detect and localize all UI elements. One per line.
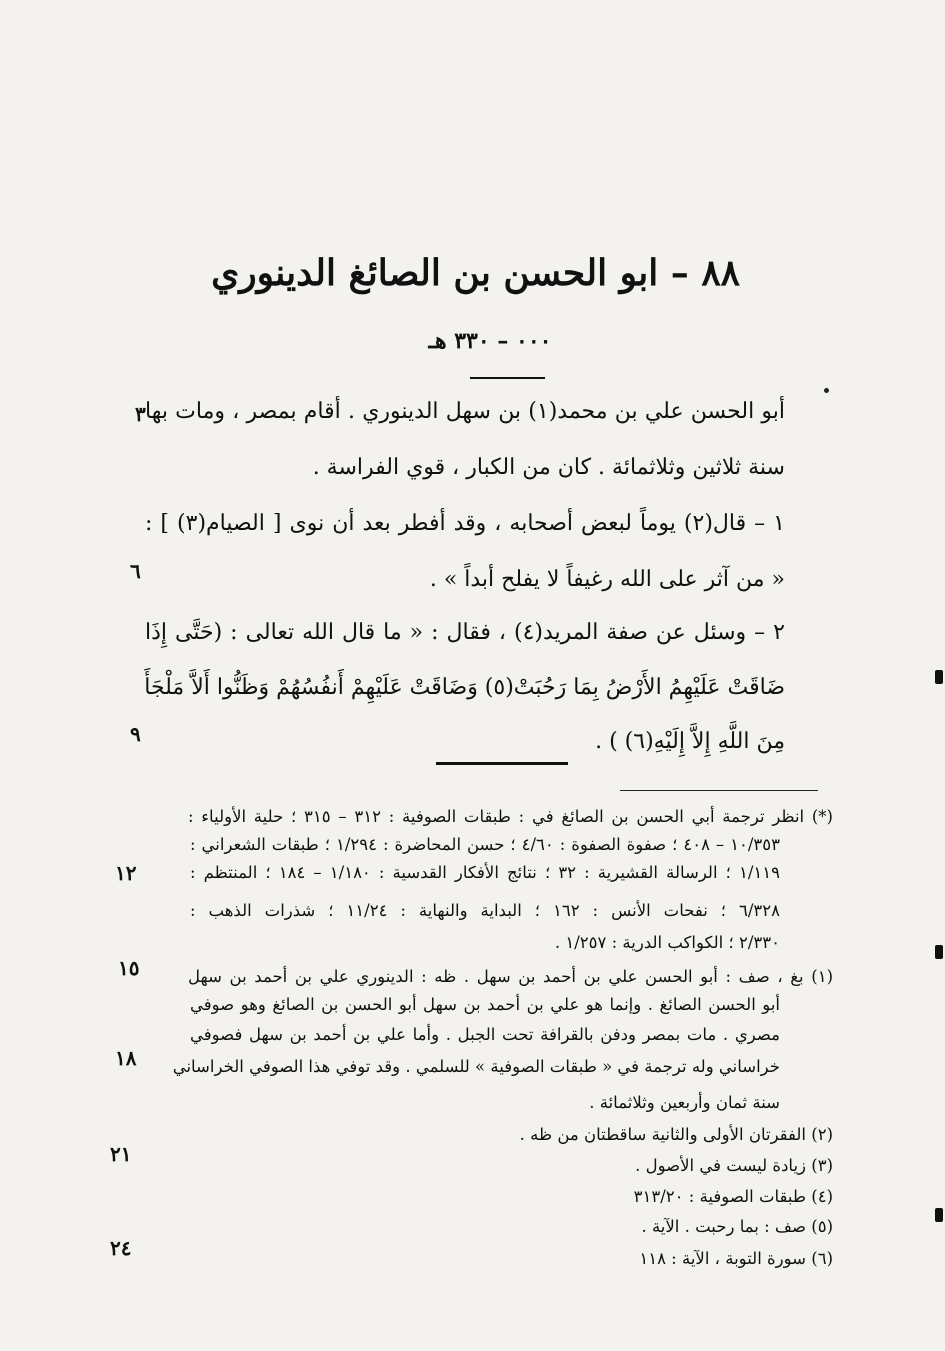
footnote-line: (٥) صف : بما رحبت . الآية . [641, 1217, 833, 1236]
footnote-line: ١٠/٣٥٣ – ٤٠٨ ؛ صفوة الصفوة : ٤/٦٠ ؛ حسن المحاضرة : ١/٢٩٤ ؛ طبقات الشعراني : [190, 835, 780, 854]
scan-edge-mark [935, 945, 943, 959]
body-line: سنة ثلاثين وثلاثمائة . كان من الكبار ، قوي الفراسة . [312, 455, 785, 480]
entry-dates: ٠٠٠ – ٣٣٠ هـ [428, 328, 552, 354]
line-number: ٩ [130, 722, 141, 746]
footnote-line: (١) بغ ، صف : أبو الحسن علي بن أحمد بن سهل . ظه : الدينوري علي بن أحمد بن سهل [188, 967, 833, 986]
line-number: ١٥ [118, 956, 140, 980]
scan-edge-mark [935, 670, 943, 684]
footnote-line: ٦/٣٢٨ ؛ نفحات الأنس : ١٦٢ ؛ البداية والنهاية : ١١/٢٤ ؛ شذرات الذهب : [190, 901, 780, 920]
footnote-line: مصري . مات بمصر ودفن بالقرافة تحت الجبل . وأما علي بن أحمد بن سهل فصوفي [190, 1025, 780, 1044]
body-line: مِنَ اللَّهِ إِلاَّ إِلَيْهِ(٦) ) . [595, 729, 785, 754]
body-line: « من آثر على الله رغيفاً لا يفلح أبداً » . [429, 567, 785, 592]
body-line: ١ – قال(٢) يوماً لبعض أصحابه ، وقد أفطر بعد أن نوى [ الصيام(٣) ] : [145, 511, 785, 536]
footnote-line: (٣) زيادة ليست في الأصول . [635, 1156, 833, 1175]
footnote-line: (٢) الفقرتان الأولى والثانية ساقطتان من ظه . [519, 1125, 833, 1144]
body-line: ٢ – وسئل عن صفة المريد(٤) ، فقال : « ما قال الله تعالى : (حَتَّى إِذَا [145, 620, 785, 645]
footnote-line: خراساني وله ترجمة في « طبقات الصوفية » للسلمي . وقد توفي هذا الصوفي الخراساني [172, 1057, 780, 1076]
body-line: ضَاقَتْ عَلَيْهِمُ الأَرْضُ بِمَا رَحُبَتْ(٥) وَضَاقَتْ عَلَيْهِمْ أَنفُسُهُمْ وَظَنُّوا أَلاَّ مَلْجَأَ [144, 675, 785, 700]
footnote-line: (*) انظر ترجمة أبي الحسن بن الصائغ في : طبقات الصوفية : ٣١٢ – ٣١٥ ؛ حلية الأولياء : [188, 807, 833, 826]
scan-edge-mark [935, 1208, 943, 1222]
footnote-line: أبو الحسن الصائغ . وإنما هو علي بن أحمد بن سهل أبو الحسن بن الصائغ وهو صوفي [190, 995, 780, 1014]
footnote-line: ١/١١٩ ؛ الرسالة القشيرية : ٣٢ ؛ نتائج الأفكار القدسية : ١/١٨٠ – ١٨٤ ؛ المنتظم : [190, 863, 781, 882]
entry-title: ٨٨ – ابو الحسن بن الصائغ الدينوري [211, 252, 740, 294]
footnote-line: (٦) سورة التوبة ، الآية : ١١٨ [639, 1249, 833, 1268]
footnote-line: سنة ثمان وأربعين وثلاثمائة . [589, 1093, 780, 1112]
line-number: ١٨ [115, 1046, 137, 1070]
title-divider [470, 377, 545, 379]
line-number: ٣ [135, 402, 146, 426]
margin-dot [824, 388, 829, 393]
body-line: أبو الحسن علي بن محمد(١) بن سهل الدينوري . أقام بمصر ، ومات بها [145, 399, 785, 424]
line-number: ٢٤ [110, 1236, 132, 1260]
footnote-line: (٤) طبقات الصوفية : ٣١٣/٢٠ [633, 1187, 833, 1206]
line-number: ١٢ [115, 861, 137, 885]
line-number: ٦ [130, 559, 141, 583]
line-number: ٢١ [110, 1142, 132, 1166]
section-divider [436, 762, 568, 765]
footnote-divider [620, 790, 818, 791]
footnote-line: ٢/٣٣٠ ؛ الكواكب الدرية : ١/٢٥٧ . [554, 933, 780, 952]
